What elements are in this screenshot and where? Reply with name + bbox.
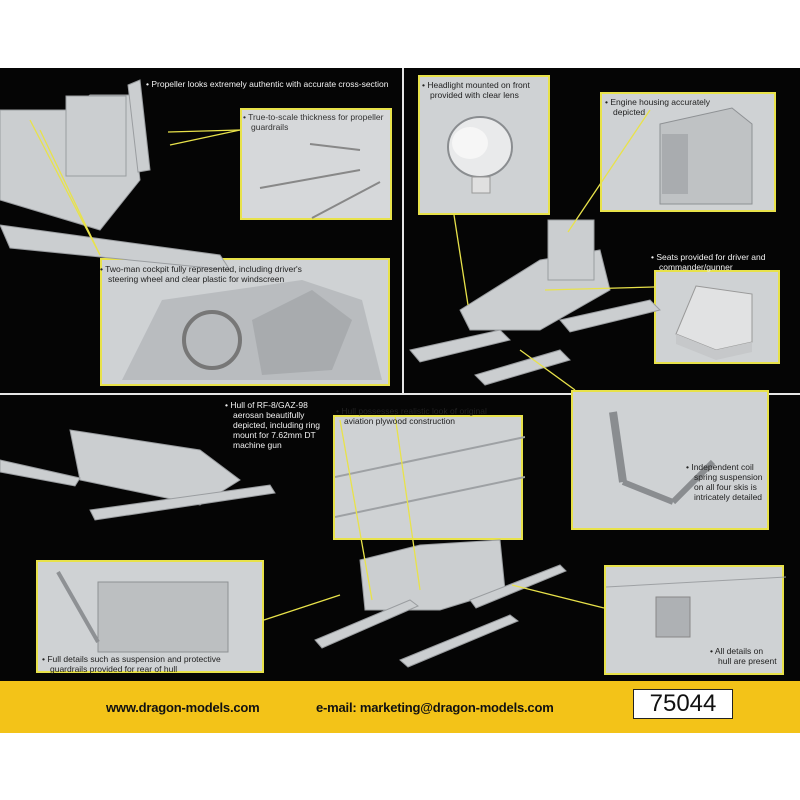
caption-guardrails-line1: • True-to-scale thickness for propeller [243,112,384,122]
caption-suspension-line2: spring suspension [694,472,763,482]
caption-hull-line2: aerosan beautifully [233,410,305,420]
caption-engine [605,97,710,117]
caption-seats-line1: • Seats provided for driver and [651,252,766,262]
caption-suspension-line3: on all four skis is [694,482,757,492]
caption-hull-line3: depicted, including ring [233,420,320,430]
caption-guardrails [243,112,383,132]
caption-cockpit [100,264,302,284]
caption-headlight [422,80,530,100]
caption-headlight-line2: provided with clear lens [430,90,519,100]
caption-hull-line5: machine gun [233,440,282,450]
caption-hull-line4: mount for 7.62mm DT [233,430,316,440]
caption-seats-line2: commander/gunner [659,262,733,272]
aerosan-top-left [0,80,230,270]
caption-rear-line2: guardrails provided for rear of hull [50,664,178,674]
caption-cockpit-line1: • Two-man cockpit fully represented, including driver's [100,264,302,274]
caption-plywood [336,406,487,426]
caption-plywood-line2: aviation plywood construction [344,416,456,426]
caption-plywood-line1: • Hull possesses realistic look of original [336,406,487,416]
caption-suspension [686,462,763,502]
caption-propeller-text: • Propeller looks extremely authentic with accurate cross-section [146,79,389,89]
caption-seats [651,252,765,272]
caption-details-line1: • All details on [710,646,764,656]
caption-guardrails-line2: guardrails [251,122,289,132]
caption-suspension-line4: intricately detailed [694,492,763,502]
caption-propeller [146,79,389,89]
aerosan-bottom-center [315,540,566,667]
caption-hull-line1: • Hull of RF-8/GAZ-98 [225,400,308,410]
caption-engine-line2: depicted [613,107,646,117]
website-link[interactable]: www.dragon-models.com [106,700,260,715]
product-code: 75044 [633,689,733,719]
caption-details [710,646,777,666]
email-link[interactable]: e-mail: marketing@dragon-models.com [316,700,554,715]
caption-details-line2: hull are present [718,656,777,666]
caption-suspension-line1: • Independent coil [686,462,754,472]
caption-engine-line1: • Engine housing accurately [605,97,711,107]
caption-hull [225,400,320,450]
caption-cockpit-line2: steering wheel and clear plastic for windscreen [108,274,285,284]
caption-rear [42,654,221,674]
caption-headlight-line1: • Headlight mounted on front [422,80,530,90]
caption-rear-line1: • Full details such as suspension and protective [42,654,221,664]
